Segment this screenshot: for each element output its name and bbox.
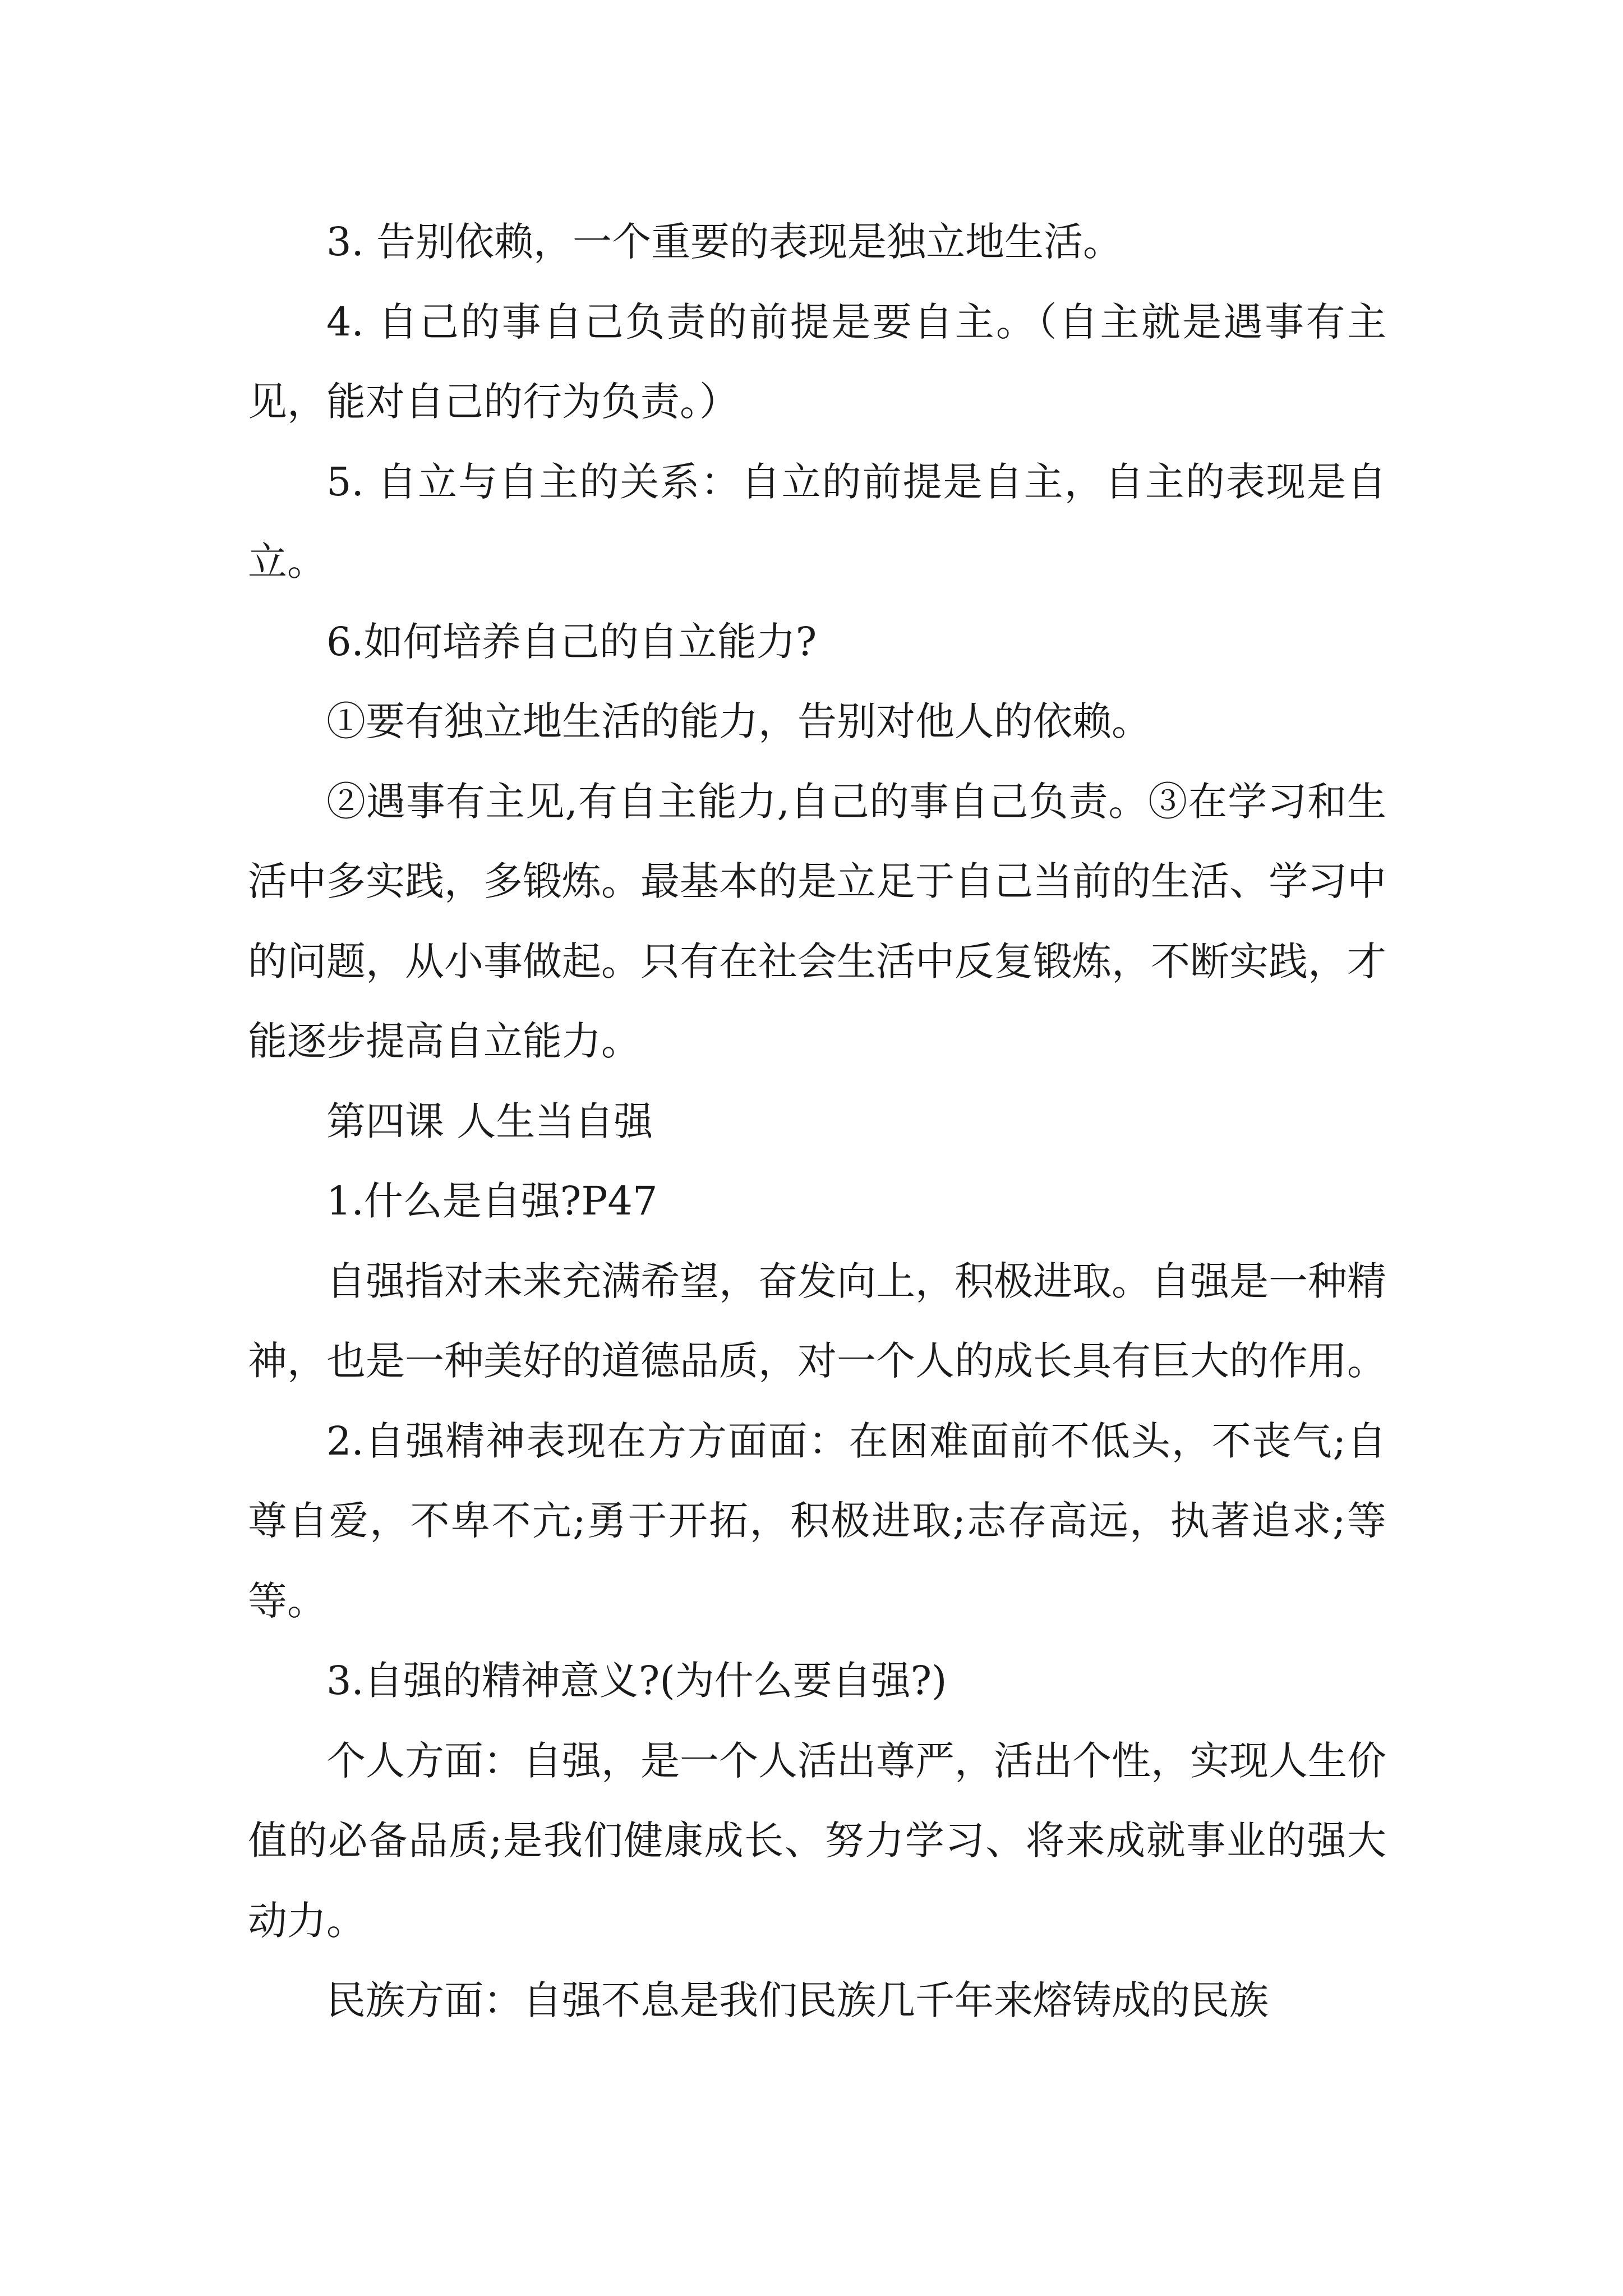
paragraph-4: 6.如何培养自己的自立能力? [326,618,817,665]
paragraph-3: 5. 自立与自主的关系：自立的前提是自主，自主的表现是自立。 [248,458,1386,585]
paragraph-11: 3.自强的精神意义?(为什么要自强?) [326,1658,947,1704]
paragraph-1: 3. 告别依赖，一个重要的表现是独立地生活。 [326,219,1123,265]
paragraph-6: ②遇事有主见,有自主能力,自己的事自己负责。③在学习和生活中多实践，多锻炼。最基本的是立足于自己当前的生活、学习中的问题，从小事做起。只有在社会生活中反复锻炼，不断实践，才能逐步提高自立能力。 [248,778,1386,1064]
document-body [248,202,1386,2041]
paragraph-5: ①要有独立地生活的能力，告别对他人的依赖。 [326,698,1151,744]
paragraph-13: 民族方面：自强不息是我们民族几千年来熔铸成的民族 [326,1977,1269,2023]
section-heading: 第四课 人生当自强 [326,1098,653,1144]
paragraph-9: 自强指对未来充满希望，奋发向上，积极进取。自强是一种精神，也是一种美好的道德品质，对一个人的成长具有巨大的作用。 [248,1258,1386,1384]
paragraph-12: 个人方面：自强，是一个人活出尊严，活出个性，实现人生价值的必备品质;是我们健康成长、努力学习、将来成就事业的强大动力。 [248,1737,1386,1944]
paragraph-2: 4. 自己的事自己负责的前提是要自主。（自主就是遇事有主见，能对自己的行为负责。） [248,298,1386,425]
paragraph-10: 2.自强精神表现在方方面面：在困难面前不低头，不丧气;自尊自爱，不卑不亢;勇于开拓，积极进取;志存高远，执著追求;等等。 [248,1418,1386,1624]
paragraph-8: 1.什么是自强?P47 [326,1178,658,1224]
